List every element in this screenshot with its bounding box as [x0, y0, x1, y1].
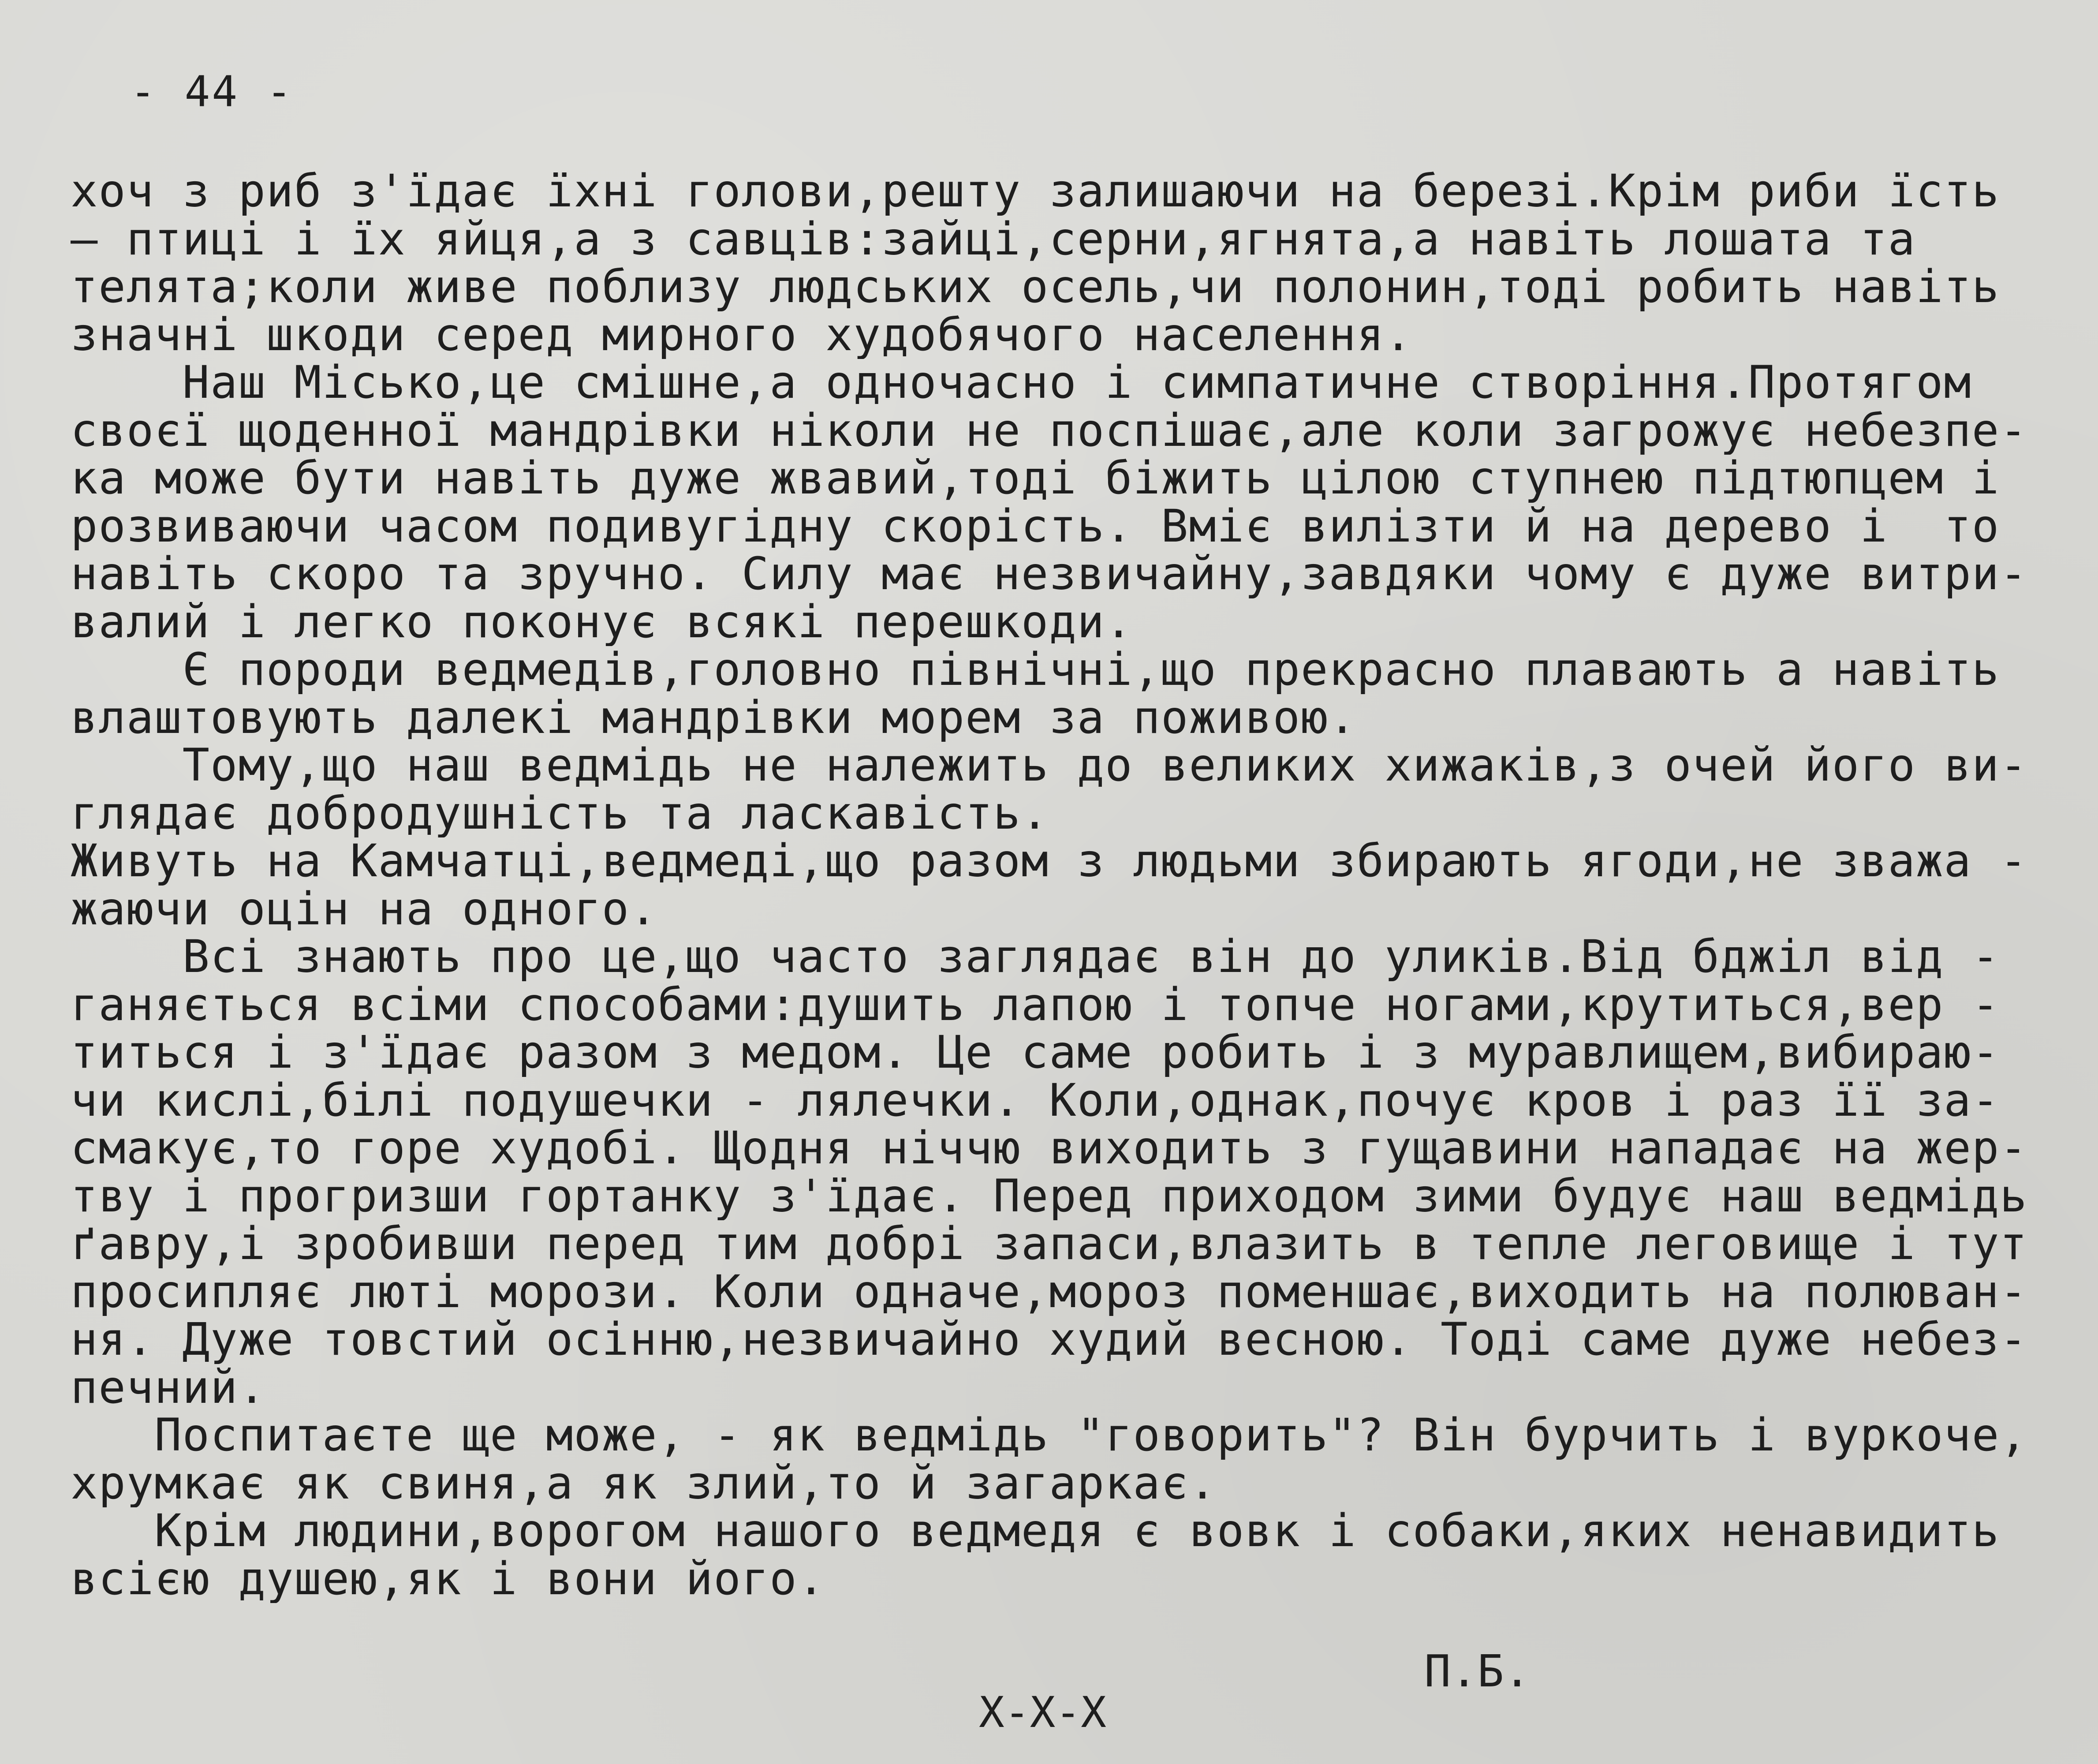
text-line: ґавру,і зробивши перед тим добрі запаси,влазить в тепле леговище і тут [71, 1220, 2028, 1268]
text-line: Тому,що наш ведмідь не належить до великих хижаків,з очей його ви- [71, 742, 2028, 790]
text-line: – птиці і їх яйця,а з савців:зайці,серни,ягнята,а навіть лошата та [71, 215, 1916, 263]
text-line: титься і з'їдає разом з медом. Це саме робить і з муравлищем,вибираю- [71, 1029, 2000, 1077]
text-line: Живуть на Камчатці,ведмеді,що разом з людьми збирають ягоди,не зважа - [71, 837, 2028, 886]
text-line: влаштовують далекі мандрівки морем за поживою. [71, 694, 1357, 742]
text-line: глядає добродушність та ласкавість. [71, 789, 1049, 837]
text-line: значні шкоди серед мирного худобячого населення. [71, 311, 1413, 359]
text-line: чи кислі,білі подушечки - лялечки. Коли,однак,почує кров і раз її за- [71, 1076, 2000, 1125]
text-line: ганяється всіми способами:душить лапою і топче ногами,крутиться,вер - [71, 981, 2000, 1029]
author-signature: П.Б. [1424, 1645, 1531, 1697]
text-line: навіть скоро та зручно. Силу має незвичайну,завдяки чому є дуже витри- [71, 550, 2028, 598]
text-line: розвиваючи часом подивугідну скорість. Вміє вилізти й на дерево і то [71, 502, 2000, 550]
page-number: - 44 - [130, 67, 294, 116]
text-line: Всі знають про це,що часто заглядає він до уликів.Від бджіл від - [71, 933, 2000, 981]
text-line: Поспитаєте ще може, - як ведмідь "говорить"? Він бурчить і вуркоче, [71, 1412, 2028, 1460]
text-line: хоч з риб з'їдає їхні голови,решту залишаючи на березі.Крім риби їсть [71, 168, 2000, 216]
text-line: ка може бути навіть дуже жвавий,тоді біжить цілою ступнею підтюпцем і [71, 455, 2000, 503]
text-line: смакує,то горе худобі. Щодня ніччю виходить з гущавини нападає на жер- [71, 1125, 2028, 1173]
text-line: жаючи оцін на одного. [71, 885, 658, 933]
text-line: тву і прогризши гортанку з'їдає. Перед приходом зими будує наш ведмідь [71, 1172, 2028, 1220]
text-line: Є породи ведмедів,головно північні,що прекрасно плавають а навіть [71, 646, 2000, 694]
section-end-mark: Х-Х-Х [979, 1688, 1106, 1737]
text-line: своєї щоденної мандрівки ніколи не поспішає,але коли загрожує небезпе- [71, 407, 2028, 455]
text-line: Наш Місько,це смішне,а одночасно і симпатичне створіння.Протягом [71, 359, 1972, 407]
text-line: Крім людини,ворогом нашого ведмедя є вовк і собаки,яких ненавидить [71, 1507, 2000, 1555]
text-line: телята;коли живе поблизу людських осель,чи полонин,тоді робить навіть [71, 263, 2000, 311]
text-line: печний. [71, 1364, 266, 1412]
text-line: валий і легко поконує всякі перешкоди. [71, 598, 1133, 646]
text-line: ня. Дуже товстий осінню,незвичайно худий весною. Тоді саме дуже небез- [71, 1316, 2028, 1364]
text-line: хрумкає як свиня,а як злий,то й загаркає. [71, 1459, 1217, 1507]
text-line: просипляє люті морози. Коли одначе,мороз поменшає,виходить на полюван- [71, 1268, 2028, 1316]
text-line: всією душею,як і вони його. [71, 1555, 826, 1603]
body-text [71, 168, 2028, 1603]
